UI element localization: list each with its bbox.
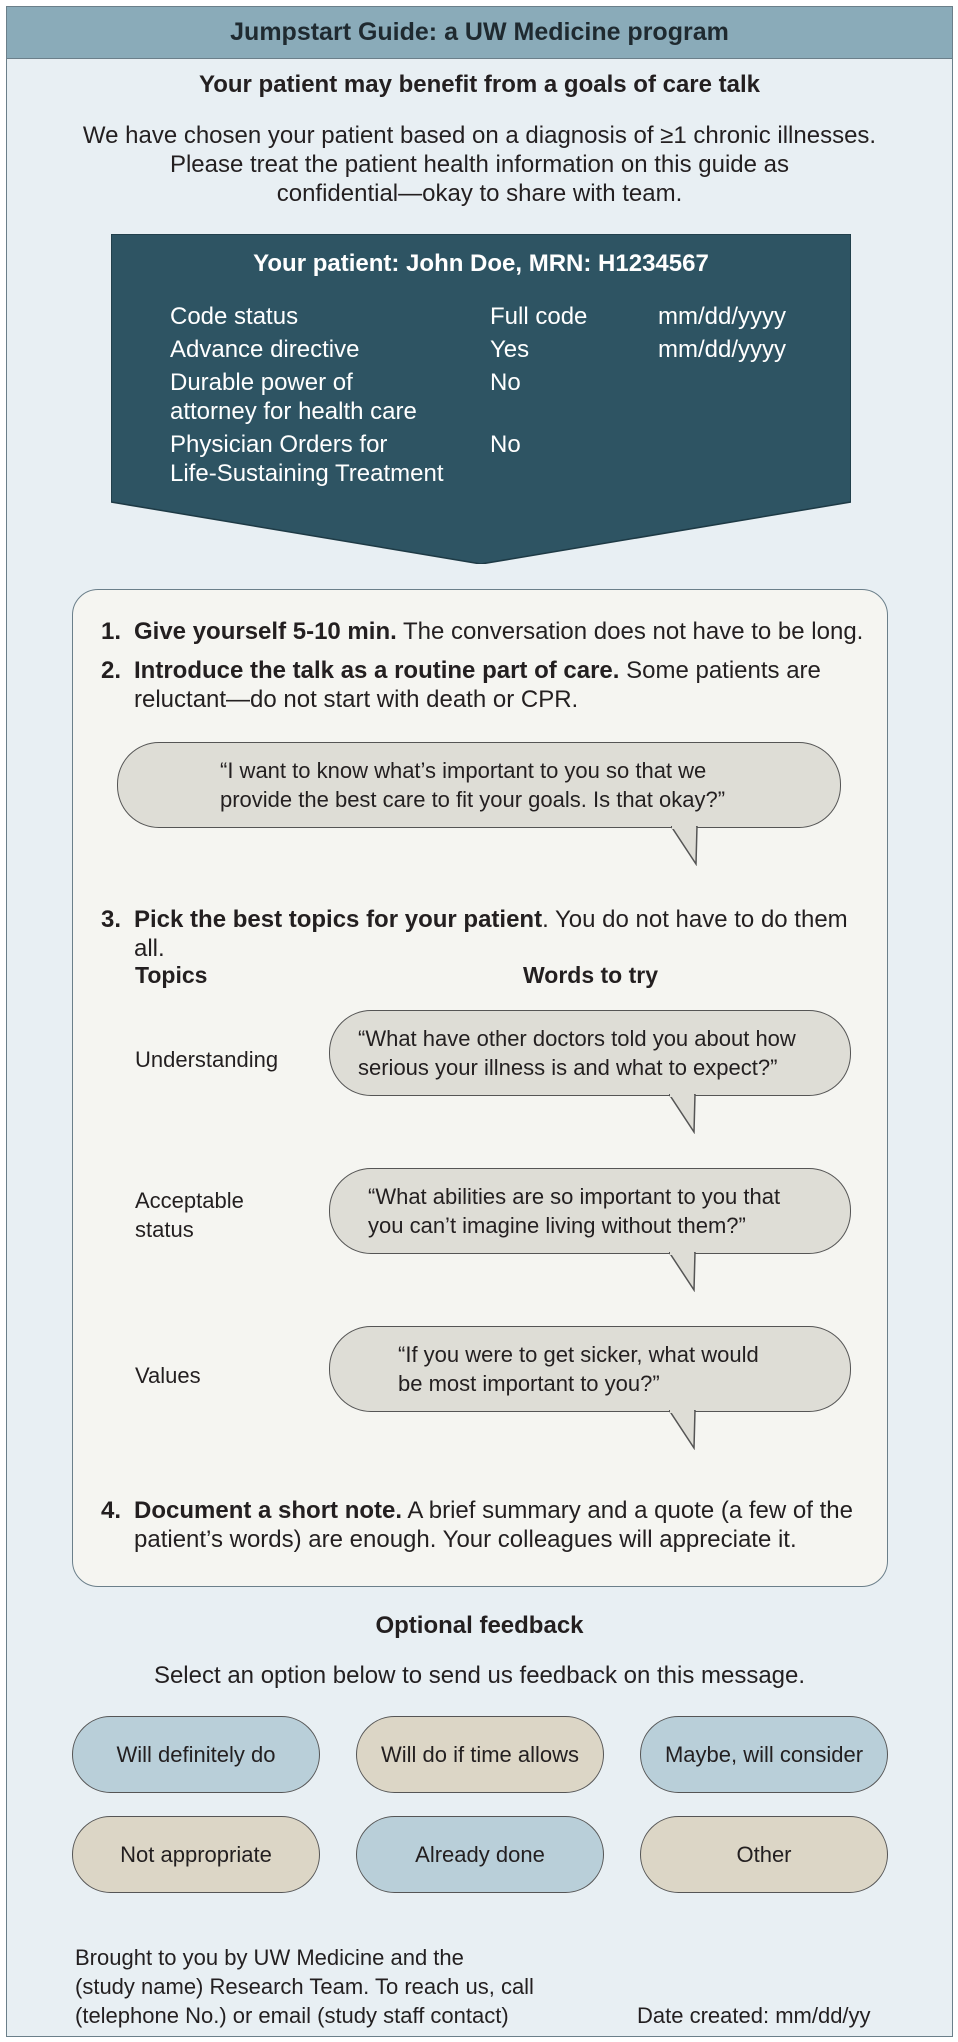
topic-values: Values <box>135 1363 201 1388</box>
quote-line: you can’t imagine living without them?” <box>368 1213 746 1238</box>
durable-poa-label-line: Durable power of <box>170 369 353 396</box>
patient-info-box <box>111 234 851 564</box>
bubble-tail-icon <box>669 1094 699 1134</box>
polst-label-line: Physician Orders for <box>170 431 388 458</box>
durable-poa-label <box>170 368 417 426</box>
durable-poa-value: No <box>490 369 521 396</box>
polst-value: No <box>490 431 521 458</box>
quote-line: “I want to know what’s important to you so that we <box>220 758 707 783</box>
step-body: . You do not have to do them all. <box>134 906 848 962</box>
words-column-header: Words to try <box>523 962 659 988</box>
topic-line: status <box>135 1217 194 1242</box>
code-status-value: Full code <box>490 303 588 330</box>
code-status-date: mm/dd/yyyy <box>658 303 787 330</box>
polst-label-line: Life-Sustaining Treatment <box>170 460 444 487</box>
speech-bubble-intro <box>117 742 841 828</box>
date-created: Date created: mm/dd/yy <box>637 2003 871 2028</box>
steps-panel <box>72 589 888 1587</box>
intro-line: Please treat the patient health information on this guide as <box>169 151 790 178</box>
step-number: 2. <box>101 657 122 684</box>
step-body-line2: patient’s words) are enough. Your colleagues will appreciate it. <box>134 1526 797 1553</box>
quote-line: “What abilities are so important to you that <box>368 1184 781 1209</box>
topics-column-header: Topics <box>135 962 208 988</box>
step-number: 3. <box>101 906 122 933</box>
subtitle: Your patient may benefit from a goals of care talk <box>198 71 761 98</box>
step-body: Some patients are <box>619 657 821 684</box>
topic-acceptable-status <box>135 1186 244 1244</box>
step-4 <box>101 1496 869 1554</box>
footer-line: (study name) Research Team. To reach us, call <box>75 1974 534 1999</box>
intro-text <box>7 121 952 208</box>
feedback-will-definitely-do-button[interactable]: Will definitely do <box>72 1716 320 1793</box>
feedback-instructions: Select an option below to send us feedback on this message. <box>153 1662 806 1689</box>
step-heading: Give yourself 5-10 min. <box>134 618 397 645</box>
topic-line: Acceptable <box>135 1188 244 1213</box>
step-body: A brief summary and a quote (a few of the <box>402 1497 853 1524</box>
speech-bubble-acceptable-status <box>329 1168 851 1254</box>
footer-contact <box>75 1943 534 2030</box>
speech-bubble-understanding <box>329 1010 851 1096</box>
step-heading: Introduce the talk as a routine part of care. <box>134 657 620 684</box>
feedback-other-button[interactable]: Other <box>640 1816 888 1893</box>
intro-line: confidential—okay to share with team. <box>276 180 683 207</box>
intro-line: We have chosen your patient based on a diagnosis of ≥1 chronic illnesses. <box>82 122 877 149</box>
guide-frame <box>6 6 953 2037</box>
footer-line: (telephone No.) or email (study staff contact) <box>75 2003 509 2028</box>
step-heading: Document a short note. <box>134 1497 403 1524</box>
quote-line: be most important to you?” <box>398 1371 660 1396</box>
quote-line: “What have other doctors told you about how <box>358 1026 796 1051</box>
patient-title: Your patient: John Doe, MRN: H1234567 <box>253 250 709 277</box>
code-status-label: Code status <box>170 303 299 330</box>
advance-directive-label: Advance directive <box>170 336 360 363</box>
step-2 <box>101 656 869 714</box>
bubble-tail-icon <box>669 1252 699 1292</box>
advance-directive-date: mm/dd/yyyy <box>658 336 787 363</box>
feedback-already-done-button[interactable]: Already done <box>356 1816 604 1893</box>
feedback-title: Optional feedback <box>375 1612 584 1639</box>
bubble-tail-icon <box>669 1410 699 1450</box>
topic-understanding: Understanding <box>135 1047 279 1072</box>
step-number: 4. <box>101 1497 122 1524</box>
step-1 <box>101 617 869 646</box>
speech-bubble-values <box>329 1326 851 1412</box>
feedback-not-appropriate-button[interactable]: Not appropriate <box>72 1816 320 1893</box>
step-3 <box>101 905 869 963</box>
polst-label <box>170 430 443 488</box>
quote-line: provide the best care to fit your goals. Is that okay?” <box>220 787 726 812</box>
page-title: Jumpstart Guide: a UW Medicine program <box>7 7 952 59</box>
quote-line: serious your illness is and what to expect?” <box>358 1055 778 1080</box>
step-body-line2: reluctant—do not start with death or CPR. <box>134 686 579 713</box>
feedback-maybe-button[interactable]: Maybe, will consider <box>640 1716 888 1793</box>
bubble-tail-icon <box>671 826 701 866</box>
quote-line: “If you were to get sicker, what would <box>398 1342 759 1367</box>
durable-poa-label-line: attorney for health care <box>170 398 417 425</box>
step-number: 1. <box>101 618 122 645</box>
step-body: The conversation does not have to be long. <box>396 618 864 645</box>
advance-directive-value: Yes <box>490 336 530 363</box>
feedback-will-do-if-time-button[interactable]: Will do if time allows <box>356 1716 604 1793</box>
step-heading: Pick the best topics for your patient <box>134 906 543 933</box>
footer-line: Brought to you by UW Medicine and the <box>75 1945 464 1970</box>
